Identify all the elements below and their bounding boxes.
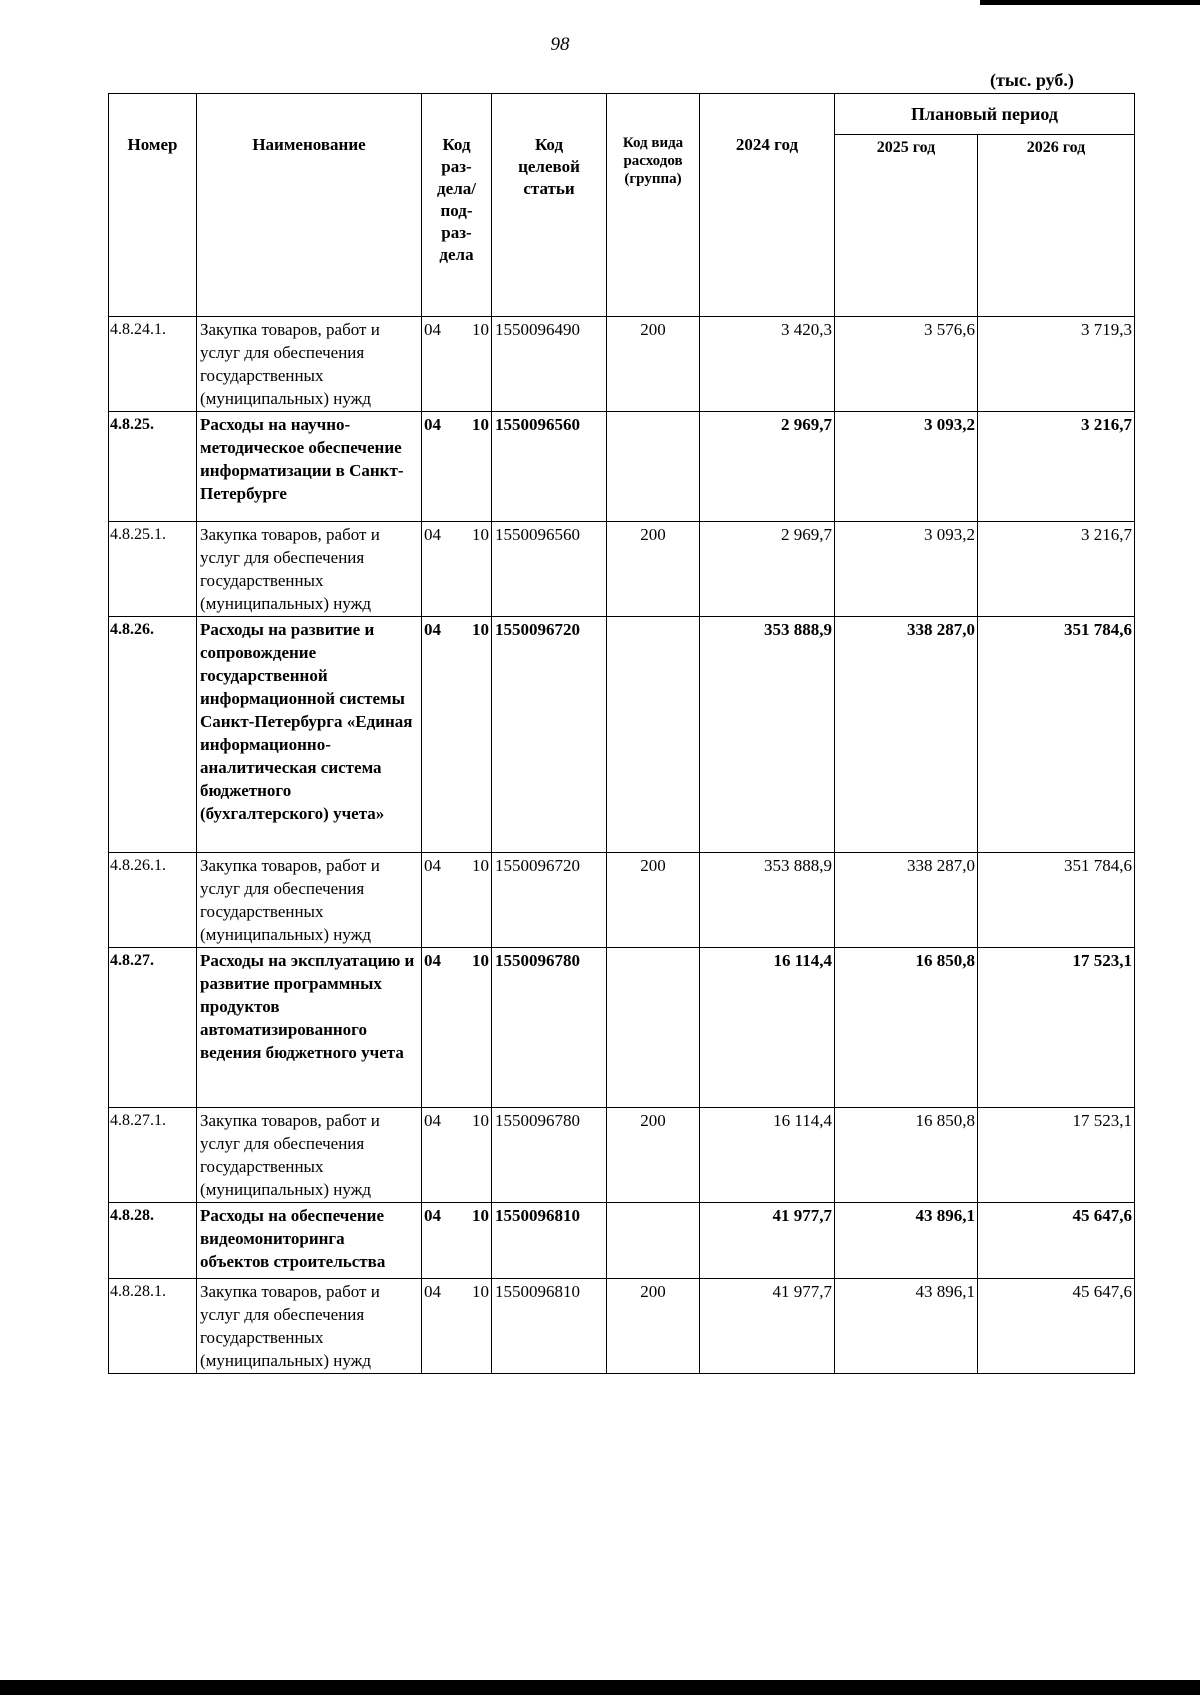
cell-2025: 3 093,2: [835, 522, 978, 617]
header-line: Код: [534, 135, 564, 154]
header-line: расходов: [623, 153, 683, 169]
table-row: [109, 1203, 1135, 1279]
header-line: Код вида: [622, 135, 684, 151]
table-row: [109, 1108, 1135, 1203]
cell-expense-type: [607, 617, 700, 853]
cell-2026: 3 216,7: [978, 522, 1135, 617]
header-year-2024: 2024 год: [700, 94, 835, 317]
razdel-code: 04: [424, 1206, 441, 1225]
cell-2025: 3 576,6: [835, 317, 978, 412]
cell-razdel: [422, 1203, 492, 1279]
header-line: под-: [440, 201, 473, 220]
cell-number: 4.8.27.: [109, 948, 197, 1108]
razdel-code: 04: [424, 856, 441, 875]
scan-bottom-edge: [0, 1680, 1200, 1695]
cell-2025: 16 850,8: [835, 948, 978, 1108]
cell-razdel: [422, 317, 492, 412]
cell-2024: 353 888,9: [700, 617, 835, 853]
cell-expense-type: 200: [607, 1108, 700, 1203]
table-row: [109, 317, 1135, 412]
cell-2026: 351 784,6: [978, 617, 1135, 853]
razdel-code: 04: [424, 525, 441, 544]
cell-name: Закупка товаров, работ и услуг для обеспечения государственных (муниципальных) нужд: [197, 853, 422, 948]
cell-target: 1550096490: [492, 317, 607, 412]
header-line: дела/: [437, 179, 476, 198]
header-name: Наименование: [197, 94, 422, 317]
cell-name: Закупка товаров, работ и услуг для обеспечения государственных (муниципальных) нужд: [197, 1279, 422, 1374]
header-number: Номер: [109, 94, 197, 317]
table-row: [109, 1279, 1135, 1374]
cell-target: 1550096810: [492, 1279, 607, 1374]
cell-expense-type: 200: [607, 853, 700, 948]
cell-razdel: [422, 522, 492, 617]
cell-2026: 3 216,7: [978, 412, 1135, 522]
cell-expense-type: 200: [607, 317, 700, 412]
table-header: [109, 94, 1135, 317]
units-label: (тыс. руб.): [990, 70, 1074, 90]
cell-number: 4.8.24.1.: [109, 317, 197, 412]
header-line: Код: [442, 135, 471, 154]
cell-2024: 353 888,9: [700, 853, 835, 948]
podrazdel-code: 10: [472, 620, 489, 639]
razdel-code: 04: [424, 320, 441, 339]
cell-2024: 41 977,7: [700, 1279, 835, 1374]
cell-number: 4.8.27.1.: [109, 1108, 197, 1203]
cell-number: 4.8.28.1.: [109, 1279, 197, 1374]
cell-name: Закупка товаров, работ и услуг для обеспечения государственных (муниципальных) нужд: [197, 1108, 422, 1203]
cell-razdel: [422, 1108, 492, 1203]
cell-2025: 43 896,1: [835, 1279, 978, 1374]
razdel-code: 04: [424, 620, 441, 639]
header-line: дела: [439, 245, 474, 264]
cell-2024: 16 114,4: [700, 948, 835, 1108]
cell-number: 4.8.26.: [109, 617, 197, 853]
header-razdel: [422, 94, 492, 317]
table-row: [109, 948, 1135, 1108]
cell-target: 1550096810: [492, 1203, 607, 1279]
cell-number: 4.8.26.1.: [109, 853, 197, 948]
razdel-code: 04: [424, 951, 441, 970]
razdel-code: 04: [424, 415, 441, 434]
cell-2025: 16 850,8: [835, 1108, 978, 1203]
cell-target: 1550096560: [492, 412, 607, 522]
header-line: раз-: [441, 223, 472, 242]
header-line: (группа): [624, 171, 682, 187]
header-target: [492, 94, 607, 317]
header-line: целевой: [518, 157, 580, 176]
cell-razdel: [422, 412, 492, 522]
table-row: [109, 412, 1135, 522]
cell-2025: 3 093,2: [835, 412, 978, 522]
cell-2025: 338 287,0: [835, 853, 978, 948]
podrazdel-code: 10: [472, 525, 489, 544]
cell-number: 4.8.28.: [109, 1203, 197, 1279]
cell-razdel: [422, 948, 492, 1108]
cell-2026: 45 647,6: [978, 1203, 1135, 1279]
cell-target: 1550096780: [492, 1108, 607, 1203]
header-planned-period: Плановый период: [835, 94, 1135, 135]
cell-2025: 338 287,0: [835, 617, 978, 853]
cell-2024: 3 420,3: [700, 317, 835, 412]
cell-razdel: [422, 1279, 492, 1374]
table-row: [109, 522, 1135, 617]
podrazdel-code: 10: [472, 1282, 489, 1301]
cell-name: Расходы на обеспечение видеомониторинга объектов строительства: [197, 1203, 422, 1279]
cell-target: 1550096780: [492, 948, 607, 1108]
cell-target: 1550096560: [492, 522, 607, 617]
cell-name: Расходы на научно-методическое обеспечение информатизации в Санкт-Петербурге: [197, 412, 422, 522]
page-number: 98: [550, 34, 570, 55]
table-row: [109, 617, 1135, 853]
scan-edge-line: [980, 0, 1200, 5]
podrazdel-code: 10: [472, 1206, 489, 1225]
cell-number: 4.8.25.: [109, 412, 197, 522]
cell-expense-type: [607, 1203, 700, 1279]
cell-name: Расходы на эксплуатацию и развитие программных продуктов автоматизированного ведения бюджетного учета: [197, 948, 422, 1108]
cell-expense-type: 200: [607, 1279, 700, 1374]
table-row: [109, 853, 1135, 948]
cell-razdel: [422, 853, 492, 948]
cell-2025: 43 896,1: [835, 1203, 978, 1279]
cell-2026: 3 719,3: [978, 317, 1135, 412]
cell-expense-type: [607, 948, 700, 1108]
podrazdel-code: 10: [472, 415, 489, 434]
cell-2026: 17 523,1: [978, 1108, 1135, 1203]
cell-2026: 45 647,6: [978, 1279, 1135, 1374]
header-line: статьи: [523, 179, 575, 198]
podrazdel-code: 10: [472, 1111, 489, 1130]
cell-name: Расходы на развитие и сопровождение государственной информационной системы Санкт-Петербурга «Единая информационно-аналитическая система бюджетного (бухгалтерского) учета»: [197, 617, 422, 853]
cell-expense-type: 200: [607, 522, 700, 617]
cell-number: 4.8.25.1.: [109, 522, 197, 617]
budget-table: [108, 93, 1135, 1374]
razdel-code: 04: [424, 1111, 441, 1130]
cell-2024: 41 977,7: [700, 1203, 835, 1279]
cell-name: Закупка товаров, работ и услуг для обеспечения государственных (муниципальных) нужд: [197, 522, 422, 617]
cell-expense-type: [607, 412, 700, 522]
cell-2024: 2 969,7: [700, 522, 835, 617]
cell-2026: 351 784,6: [978, 853, 1135, 948]
razdel-code: 04: [424, 1282, 441, 1301]
header-expense-type: [607, 94, 700, 317]
podrazdel-code: 10: [472, 951, 489, 970]
cell-name: Закупка товаров, работ и услуг для обеспечения государственных (муниципальных) нужд: [197, 317, 422, 412]
cell-2024: 2 969,7: [700, 412, 835, 522]
cell-2024: 16 114,4: [700, 1108, 835, 1203]
cell-razdel: [422, 617, 492, 853]
podrazdel-code: 10: [472, 320, 489, 339]
table-body: [109, 317, 1135, 1374]
header-year-2026: 2026 год: [978, 135, 1135, 317]
cell-target: 1550096720: [492, 617, 607, 853]
podrazdel-code: 10: [472, 856, 489, 875]
cell-target: 1550096720: [492, 853, 607, 948]
cell-2026: 17 523,1: [978, 948, 1135, 1108]
header-line: раз-: [441, 157, 472, 176]
header-year-2025: 2025 год: [835, 135, 978, 317]
